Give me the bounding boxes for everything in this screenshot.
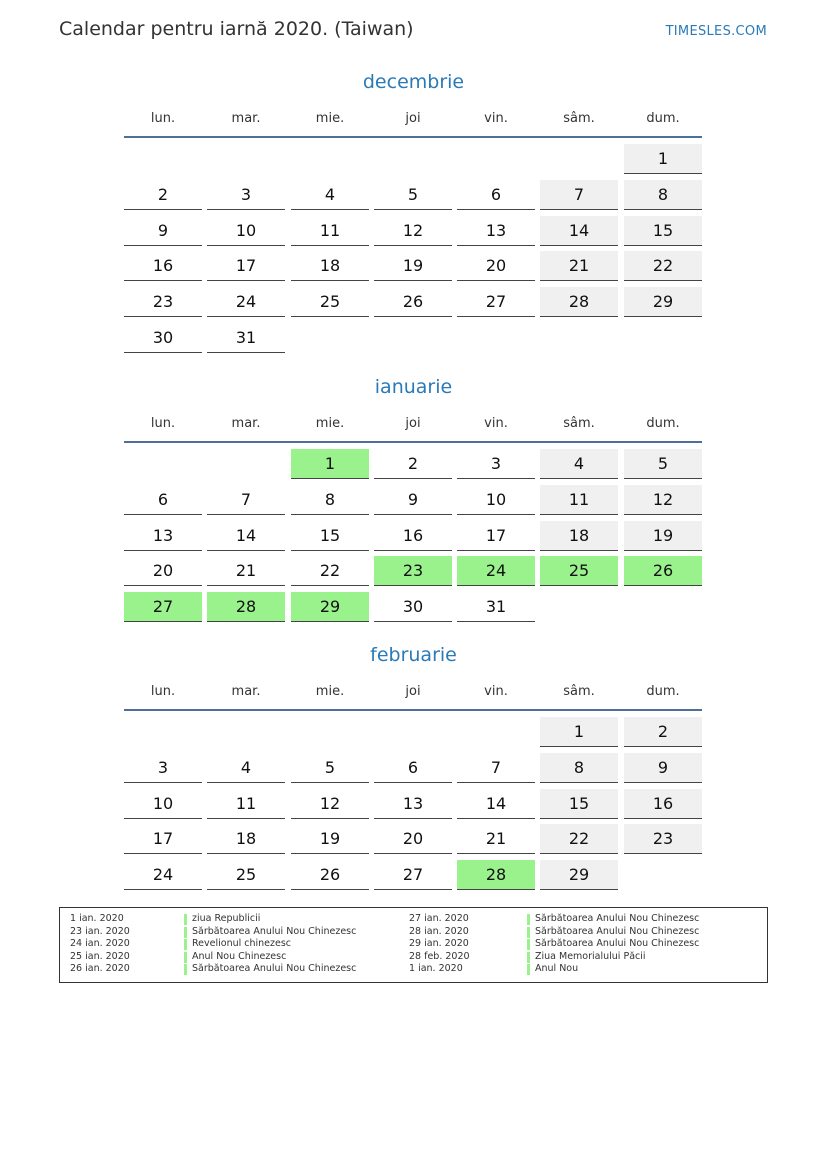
day-cell: 1: [291, 449, 369, 479]
holiday-marker: [527, 939, 530, 950]
day-cell: 16: [624, 789, 702, 819]
legend-date: 1 ian. 2020: [70, 913, 124, 924]
day-cell: 19: [291, 824, 369, 854]
day-cell: 28: [540, 287, 618, 317]
legend-row: [60, 938, 760, 950]
day-cell: 22: [291, 556, 369, 586]
day-cell: 13: [374, 789, 452, 819]
day-cell: 10: [124, 789, 202, 819]
legend-date: 24 ian. 2020: [70, 938, 130, 950]
day-cell: 12: [624, 485, 702, 515]
weekday-header: joi: [405, 684, 421, 699]
day-cell: 17: [457, 521, 535, 551]
header-divider: [124, 441, 702, 443]
day-cell: 28: [457, 860, 535, 890]
legend-holiday-name: Sărbătoarea Anului Nou Chinezesc: [192, 925, 357, 937]
site-link[interactable]: TIMESLES.COM: [665, 24, 767, 39]
legend-date: 26 ian. 2020: [70, 963, 130, 975]
day-cell: 21: [540, 251, 618, 281]
day-cell: 28: [207, 592, 285, 622]
day-cell: 23: [374, 556, 452, 586]
legend-date: 1 ian. 2020: [409, 963, 463, 975]
month-title: ianuarie: [374, 376, 453, 398]
day-cell: 29: [540, 860, 618, 890]
weekday-header: lun.: [150, 111, 176, 126]
day-cell: 5: [291, 753, 369, 783]
header-divider: [124, 709, 702, 711]
day-cell: 25: [207, 860, 285, 890]
day-cell: 6: [374, 753, 452, 783]
legend-row: [60, 913, 760, 925]
weekday-header: sâm.: [563, 111, 595, 126]
legend-holiday-name: Sărbătoarea Anului Nou Chinezesc: [535, 938, 700, 950]
day-cell: 15: [291, 521, 369, 551]
day-cell: 8: [624, 180, 702, 210]
header-divider: [124, 136, 702, 138]
day-cell: 3: [207, 180, 285, 210]
day-cell: 26: [624, 556, 702, 586]
day-cell: 27: [124, 592, 202, 622]
holiday-marker: [527, 927, 530, 938]
day-cell: 12: [291, 789, 369, 819]
legend-holiday-name: Ziua Memorialului Păcii: [535, 950, 646, 962]
day-cell: 13: [124, 521, 202, 551]
weekday-header: vin.: [484, 684, 508, 699]
legend-holiday-name: Sărbătoarea Anului Nou Chinezesc: [192, 963, 357, 975]
legend-holiday-name: Anul Nou Chinezesc: [192, 950, 287, 962]
day-cell: 22: [624, 251, 702, 281]
legend-holiday-name: Anul Nou: [535, 963, 579, 975]
day-cell: 23: [124, 287, 202, 317]
day-cell: 2: [624, 717, 702, 747]
day-cell: 18: [291, 251, 369, 281]
legend-holiday-name: Sărbătoarea Anului Nou Chinezesc: [535, 925, 700, 937]
weekday-header: mar.: [231, 416, 261, 431]
day-cell: 24: [124, 860, 202, 890]
day-cell: 17: [207, 251, 285, 281]
day-cell: 21: [457, 824, 535, 854]
weekday-header: mar.: [231, 684, 261, 699]
legend-row: [60, 926, 760, 938]
day-cell: 6: [457, 180, 535, 210]
day-cell: 25: [540, 556, 618, 586]
legend-holiday-name: Sărbătoarea Anului Nou Chinezesc: [535, 913, 700, 924]
day-cell: 4: [207, 753, 285, 783]
day-cell: 15: [624, 216, 702, 246]
weekday-header: mar.: [231, 111, 261, 126]
page-title: Calendar pentru iarnă 2020. (Taiwan): [59, 18, 414, 40]
day-cell: 21: [207, 556, 285, 586]
day-cell: 16: [374, 521, 452, 551]
day-cell: 15: [540, 789, 618, 819]
day-cell: 20: [457, 251, 535, 281]
day-cell: 23: [624, 824, 702, 854]
day-cell: 30: [124, 323, 202, 353]
holiday-marker: [527, 914, 530, 925]
day-cell: 3: [124, 753, 202, 783]
day-cell: 29: [624, 287, 702, 317]
day-cell: 12: [374, 216, 452, 246]
day-cell: 11: [207, 789, 285, 819]
day-cell: 3: [457, 449, 535, 479]
legend-row: [60, 951, 760, 963]
day-cell: 14: [540, 216, 618, 246]
legend-date: 29 ian. 2020: [409, 938, 469, 950]
legend-row: [60, 963, 760, 975]
holiday-legend: [59, 907, 768, 983]
day-cell: 31: [457, 592, 535, 622]
day-cell: 7: [540, 180, 618, 210]
weekday-header: vin.: [484, 111, 508, 126]
day-cell: 29: [291, 592, 369, 622]
weekday-header: lun.: [150, 684, 176, 699]
legend-holiday-name: ziua Republicii: [192, 913, 261, 924]
weekday-header: joi: [405, 416, 421, 431]
legend-date: 28 feb. 2020: [409, 950, 470, 962]
weekday-header: joi: [405, 111, 421, 126]
weekday-header: dum.: [646, 111, 680, 126]
day-cell: 4: [540, 449, 618, 479]
day-cell: 24: [207, 287, 285, 317]
day-cell: 2: [124, 180, 202, 210]
day-cell: 9: [374, 485, 452, 515]
day-cell: 20: [124, 556, 202, 586]
day-cell: 30: [374, 592, 452, 622]
day-cell: 25: [291, 287, 369, 317]
legend-date: 28 ian. 2020: [409, 925, 469, 937]
day-cell: 18: [540, 521, 618, 551]
day-cell: 26: [291, 860, 369, 890]
day-cell: 4: [291, 180, 369, 210]
day-cell: 27: [374, 860, 452, 890]
day-cell: 26: [374, 287, 452, 317]
day-cell: 1: [540, 717, 618, 747]
day-cell: 22: [540, 824, 618, 854]
weekday-header: mie.: [315, 684, 345, 699]
day-cell: 24: [457, 556, 535, 586]
day-cell: 16: [124, 251, 202, 281]
day-cell: 11: [540, 485, 618, 515]
day-cell: 31: [207, 323, 285, 353]
day-cell: 6: [124, 485, 202, 515]
holiday-marker: [527, 964, 530, 975]
weekday-header: dum.: [646, 684, 680, 699]
day-cell: 13: [457, 216, 535, 246]
weekday-header: sâm.: [563, 416, 595, 431]
day-cell: 19: [624, 521, 702, 551]
day-cell: 1: [624, 144, 702, 174]
day-cell: 5: [374, 180, 452, 210]
day-cell: 10: [207, 216, 285, 246]
day-cell: 7: [457, 753, 535, 783]
day-cell: 11: [291, 216, 369, 246]
day-cell: 17: [124, 824, 202, 854]
weekday-header: dum.: [646, 416, 680, 431]
weekday-header: mie.: [315, 111, 345, 126]
weekday-header: lun.: [150, 416, 176, 431]
legend-date: 23 ian. 2020: [70, 925, 130, 937]
legend-date: 25 ian. 2020: [70, 950, 130, 962]
day-cell: 20: [374, 824, 452, 854]
day-cell: 14: [457, 789, 535, 819]
day-cell: 10: [457, 485, 535, 515]
day-cell: 8: [291, 485, 369, 515]
day-cell: 8: [540, 753, 618, 783]
day-cell: 27: [457, 287, 535, 317]
month-title: februarie: [370, 644, 457, 666]
legend-date: 27 ian. 2020: [409, 913, 469, 924]
day-cell: 14: [207, 521, 285, 551]
day-cell: 5: [624, 449, 702, 479]
day-cell: 18: [207, 824, 285, 854]
day-cell: 19: [374, 251, 452, 281]
legend-holiday-name: Revelionul chinezesc: [192, 938, 292, 950]
day-cell: 7: [207, 485, 285, 515]
holiday-marker: [527, 952, 530, 963]
weekday-header: vin.: [484, 416, 508, 431]
weekday-header: mie.: [315, 416, 345, 431]
weekday-header: sâm.: [563, 684, 595, 699]
day-cell: 2: [374, 449, 452, 479]
month-title: decembrie: [362, 71, 465, 93]
day-cell: 9: [124, 216, 202, 246]
day-cell: 9: [624, 753, 702, 783]
